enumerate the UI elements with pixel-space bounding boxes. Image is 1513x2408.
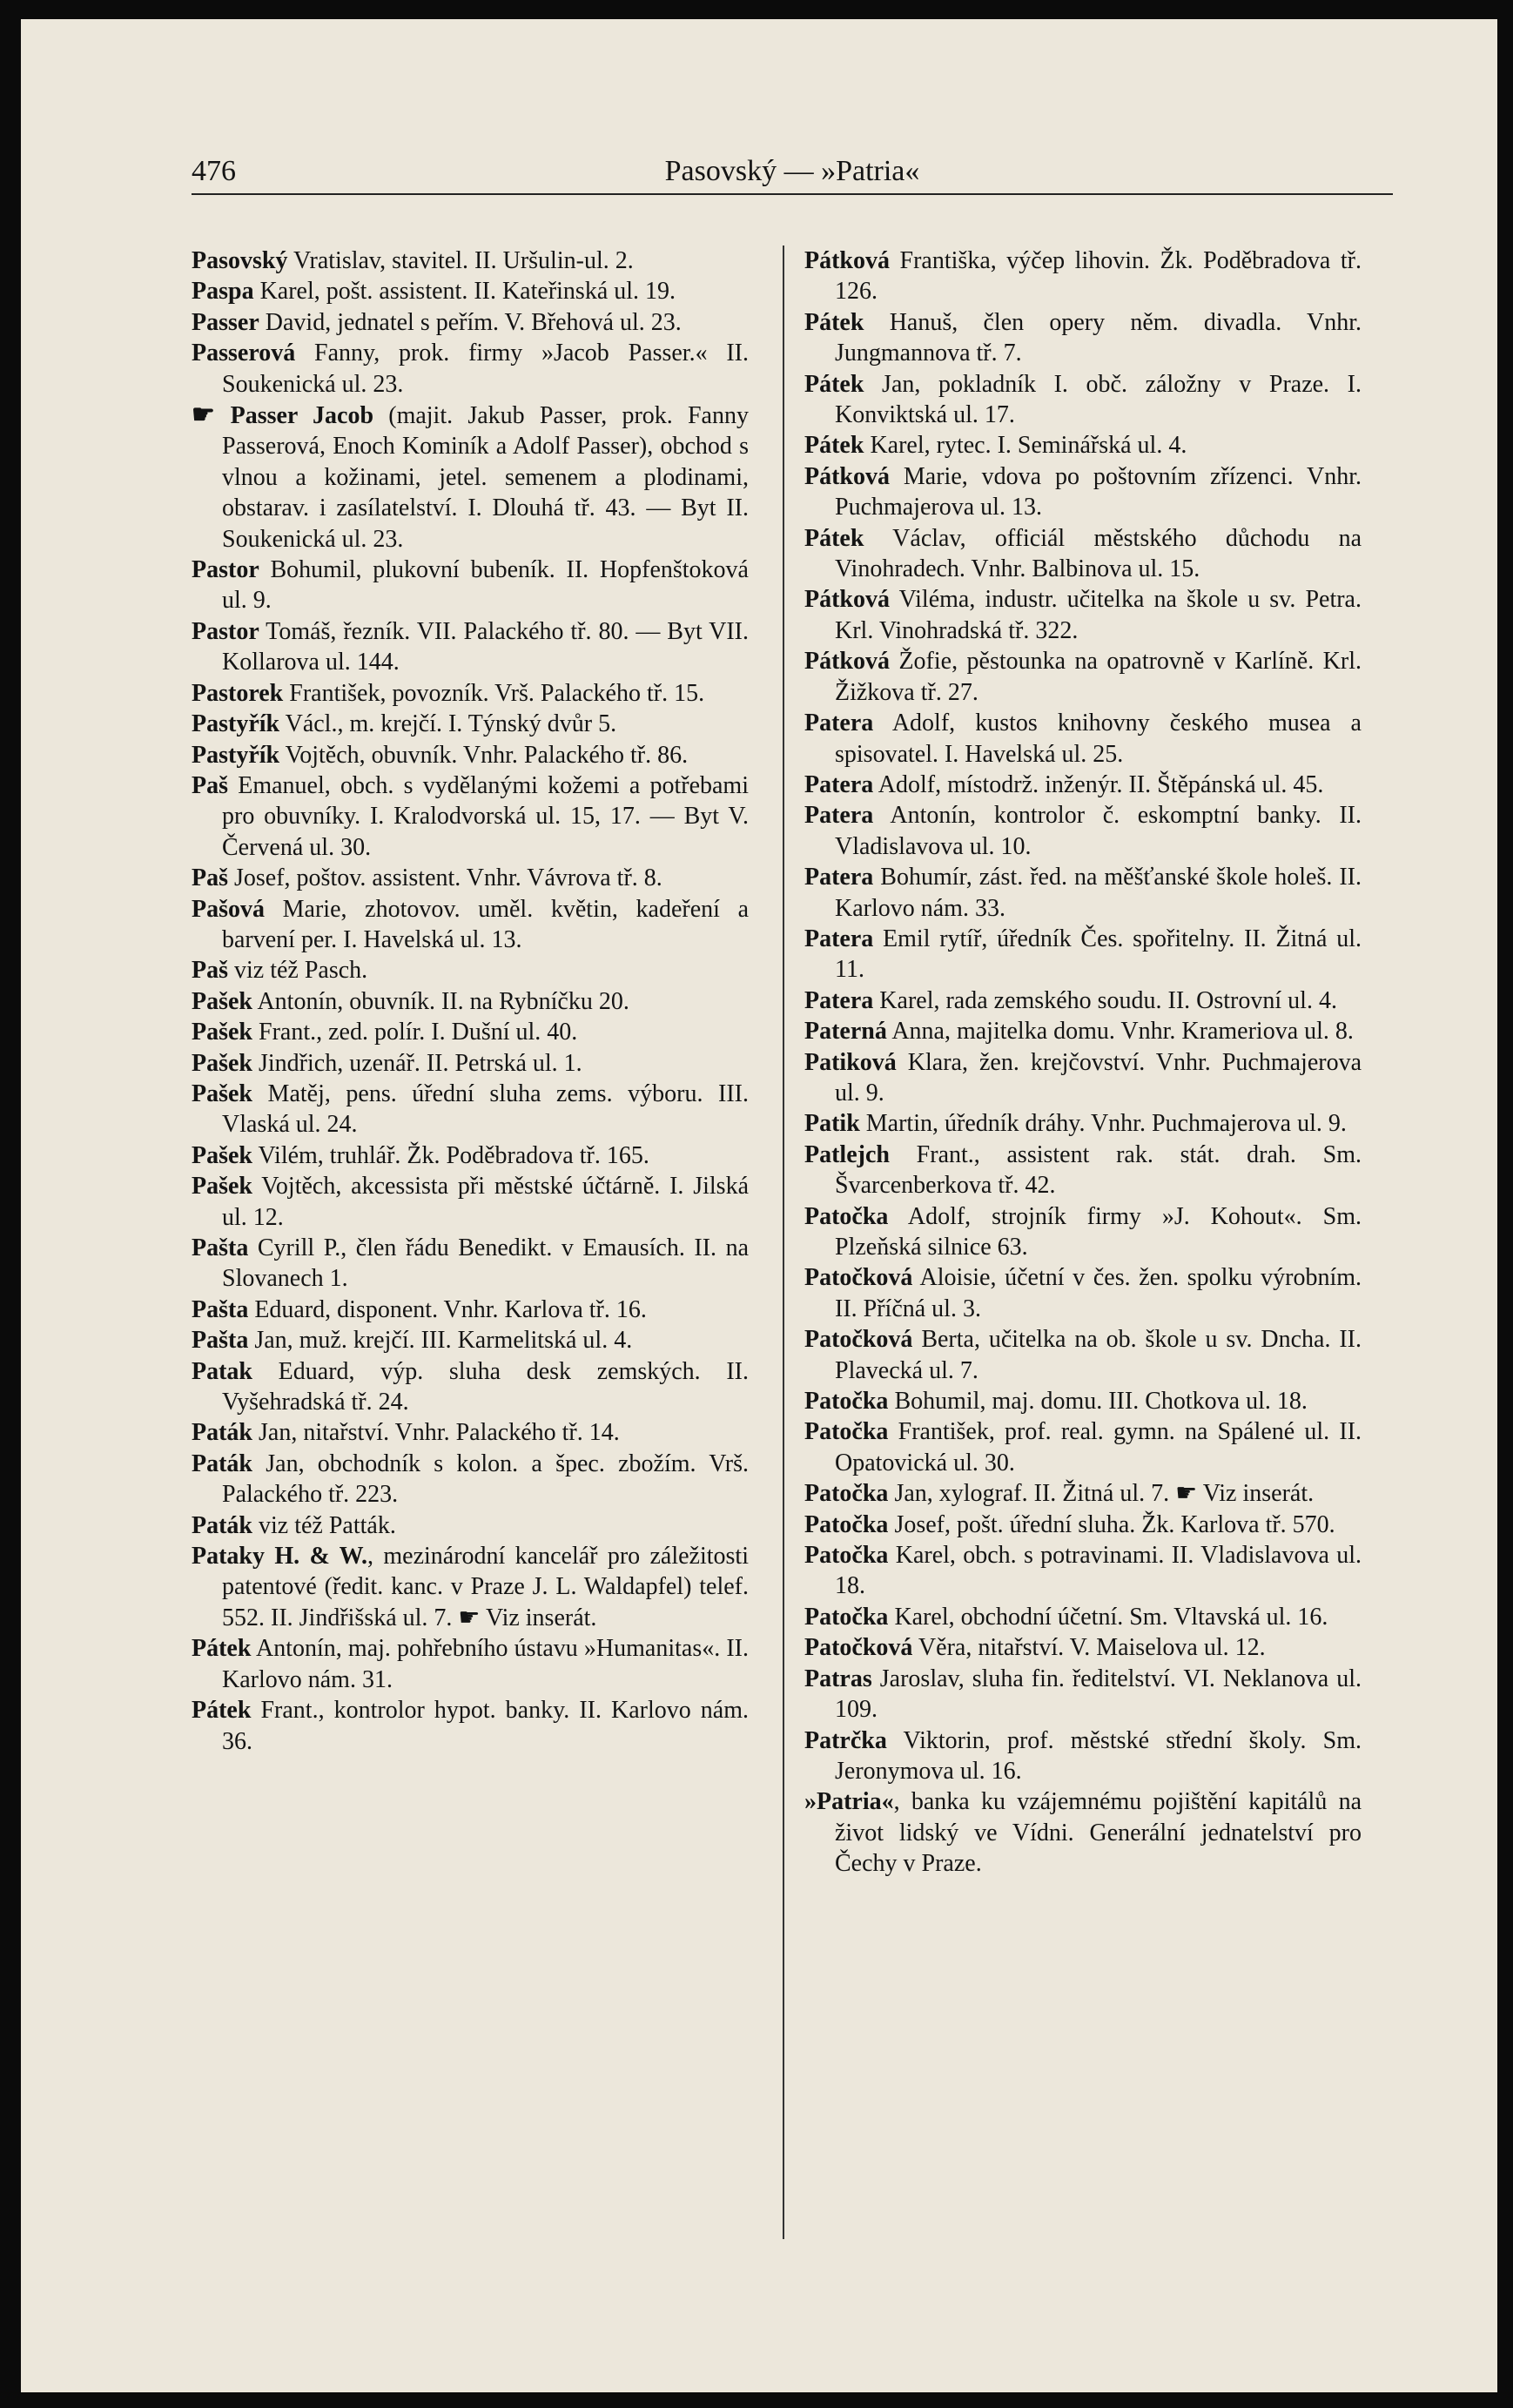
entry-name: Patlejch <box>804 1140 890 1168</box>
directory-entry <box>192 740 749 770</box>
directory-entry <box>804 1047 1362 1109</box>
entry-details: Adolf, strojník firmy »J. Kohout«. Sm. Plzeňská silnice 63. <box>835 1202 1362 1261</box>
directory-entry <box>192 1017 749 1047</box>
entry-name: Patera <box>804 770 874 798</box>
directory-entry <box>192 616 749 678</box>
entry-details: Eduard, disponent. Vnhr. Karlova tř. 16. <box>248 1295 647 1323</box>
entry-details: Karel, pošt. assistent. II. Kateřinská ul. 19. <box>253 278 676 306</box>
directory-entry <box>804 1510 1362 1540</box>
entry-details: Viktorin, prof. městské střední školy. Sm. Jeronymova ul. 16. <box>835 1726 1362 1785</box>
entry-name: Pašek <box>192 1049 252 1077</box>
left-column <box>192 246 749 1757</box>
entry-details: Věra, nitařství. V. Maiselova ul. 12. <box>912 1634 1266 1662</box>
directory-entry <box>804 770 1362 800</box>
directory-entry <box>804 1324 1362 1386</box>
entry-details: Josef, poštov. assistent. Vnhr. Vávrova tř. 8. <box>228 864 662 892</box>
entry-details: Jan, obchodník s kolon. a špec. zbožím. Vrš. Palackého tř. 223. <box>222 1450 749 1509</box>
entry-name: Pataky H. & W. <box>192 1543 368 1571</box>
directory-entry <box>192 276 749 306</box>
entry-details: , mezinárodní kancelář pro záležitosti patentové (ředit. kanc. v Praze J. L. Waldapfel) telef. 552. II. Jindřišská ul. 7. ☛ Viz inserát. <box>222 1543 749 1631</box>
entry-details: Jan, nitařství. Vnhr. Palackého tř. 14. <box>252 1419 620 1447</box>
directory-entry <box>804 430 1362 461</box>
directory-entry <box>804 369 1362 431</box>
entry-name: Patočka <box>804 1603 889 1631</box>
entry-name: Pátková <box>804 247 890 274</box>
entry-details: Emanuel, obch. s vydělanými kožemi a potřebami pro obuvníky. I. Kralodvorská ul. 15, 17. — Byt V. Červená ul. 30. <box>222 771 749 861</box>
directory-entry <box>192 863 749 893</box>
directory-entry <box>192 709 749 739</box>
entry-details: Jan, muž. krejčí. III. Karmelitská ul. 4. <box>248 1327 633 1355</box>
entry-details: Berta, učitelka na ob. škole u sv. Dncha. II. Plavecká ul. 7. <box>835 1326 1362 1384</box>
entry-name: Patera <box>804 864 874 891</box>
entry-name: Patočka <box>804 1542 889 1570</box>
directory-entry <box>804 584 1362 646</box>
entry-name: Pašek <box>192 1173 252 1201</box>
entry-name: Paterná <box>804 1018 887 1046</box>
directory-entry <box>804 1016 1362 1046</box>
entry-details: Emil rytíř, úředník Čes. spořitelny. II. Žitná ul. 11. <box>835 925 1362 984</box>
right-column <box>804 246 1362 1880</box>
entry-details: viz též Patták. <box>252 1511 396 1539</box>
entry-name: Pátková <box>804 586 890 614</box>
entry-name: Pátek <box>804 524 864 552</box>
directory-entry <box>804 985 1362 1016</box>
entry-name: Patočka <box>804 1510 889 1538</box>
entry-details: Klara, žen. krejčovství. Vnhr. Puchmajerova ul. 9. <box>835 1048 1362 1106</box>
entry-name: Pašta <box>192 1327 249 1355</box>
directory-entry <box>192 338 749 400</box>
entry-name: Pašta <box>192 1295 249 1323</box>
entry-name: Passer <box>192 308 259 336</box>
directory-entry <box>192 1356 749 1418</box>
entry-details: Antonín, obuvník. II. na Rybníčku 20. <box>252 987 629 1015</box>
entry-name: Passer Jacob <box>230 402 374 430</box>
entry-details: Cyrill P., člen řádu Benedikt. v Emausích. II. na Slovanech 1. <box>222 1234 749 1293</box>
directory-entry <box>192 955 749 985</box>
directory-entry <box>192 555 749 616</box>
directory-entry <box>192 1325 749 1355</box>
directory-entry <box>192 1171 749 1233</box>
directory-entry <box>804 307 1362 369</box>
directory-entry <box>192 246 749 276</box>
entry-name: Patera <box>804 925 874 952</box>
entry-name: Pátek <box>804 370 864 398</box>
entry-name: Pátek <box>192 1697 252 1725</box>
entry-details: Marie, zhotovov. uměl. květin, kadeření a barvení per. I. Havelská ul. 13. <box>222 895 749 953</box>
entry-name: Patrčka <box>804 1726 887 1754</box>
entry-name: Patera <box>804 986 874 1014</box>
entry-details: Vratislav, stavitel. II. Uršulin-ul. 2. <box>287 247 634 274</box>
directory-entry <box>804 1201 1362 1263</box>
entry-name: Paspa <box>192 278 254 306</box>
entry-details: František, prof. real. gymn. na Spálené ul. II. Opatovická ul. 30. <box>835 1418 1362 1476</box>
column-divider <box>783 246 784 2239</box>
entry-details: Antonín, kontrolor č. eskomptní banky. II. Vladislavova ul. 10. <box>835 802 1362 860</box>
directory-entry <box>804 800 1362 862</box>
directory-entry <box>192 1510 749 1541</box>
running-head: Pasovský — »Patria« <box>664 155 920 187</box>
directory-entry <box>804 1786 1362 1879</box>
entry-details: Eduard, výp. sluha desk zemských. II. Vyšehradská tř. 24. <box>222 1357 749 1416</box>
entry-name: Paták <box>192 1450 252 1477</box>
entry-details: Anna, majitelka domu. Vnhr. Krameriova ul. 8. <box>886 1018 1354 1046</box>
entry-details: Tomáš, řezník. VII. Palackého tř. 80. — Byt VII. Kollarova ul. 144. <box>222 617 749 676</box>
page-number: 476 <box>192 155 236 187</box>
directory-entry <box>192 1695 749 1757</box>
entry-name: Pasovský <box>192 247 288 274</box>
entry-name: Patočka <box>804 1202 889 1230</box>
entry-name: Patras <box>804 1665 872 1692</box>
entry-details: Karel, rytec. I. Seminářská ul. 4. <box>864 432 1187 460</box>
entry-name: Pátek <box>192 1635 252 1663</box>
entry-name: Patak <box>192 1357 252 1385</box>
directory-entry <box>804 1386 1362 1416</box>
entry-name: Pastyřík <box>192 741 280 769</box>
entry-name: Pašta <box>192 1234 249 1261</box>
entry-name: Pastyřík <box>192 710 280 738</box>
entry-details: Vojtěch, akcessista při městské účtárně. I. Jilská ul. 12. <box>222 1173 749 1231</box>
directory-entry <box>804 1108 1362 1139</box>
entry-details: Frant., assistent rak. stát. drah. Sm. Švarcenberkova tř. 42. <box>835 1140 1362 1200</box>
directory-entry <box>804 924 1362 985</box>
entry-name: Pastorek <box>192 679 284 707</box>
entry-details: František, povozník. Vrš. Palackého tř. 15. <box>283 679 705 707</box>
directory-entry <box>192 1417 749 1448</box>
entry-name: Pátková <box>804 648 890 676</box>
entry-name: Pastor <box>192 556 259 584</box>
entry-details: Václav, officiál městského důchodu na Vinohradech. Vnhr. Balbinova ul. 15. <box>835 524 1362 583</box>
directory-entry <box>192 400 749 555</box>
entry-details: Karel, obchodní účetní. Sm. Vltavská ul. 16. <box>888 1603 1328 1631</box>
entry-name: Passerová <box>192 340 296 367</box>
entry-details: Hanuš, člen opery něm. divadla. Vnhr. Jungmannova tř. 7. <box>835 308 1362 367</box>
entry-name: Patočka <box>804 1480 889 1508</box>
entry-details: Martin, úředník dráhy. Vnhr. Puchmajerova ul. 9. <box>859 1110 1347 1138</box>
directory-entry <box>804 1262 1362 1324</box>
directory-page <box>21 19 1497 2392</box>
directory-entry <box>804 1478 1362 1509</box>
directory-entry <box>804 708 1362 770</box>
page-header <box>192 150 1393 193</box>
directory-entry <box>804 1416 1362 1478</box>
entry-details: Antonín, maj. pohřebního ústavu »Humanitas«. II. Karlovo nám. 31. <box>222 1635 749 1693</box>
entry-name: Pátek <box>804 308 864 336</box>
entry-details: Vojtěch, obuvník. Vnhr. Palackého tř. 86. <box>279 741 689 769</box>
entry-name: Paták <box>192 1419 252 1447</box>
directory-entry <box>192 1541 749 1633</box>
directory-entry <box>192 307 749 338</box>
entry-details: (majit. Jakub Passer, prok. Fanny Passerová, Enoch Kominík a Adolf Passer), obchod s vlnou a kožinami, jetel. semenem a plodinami, obstarav. i zasílatelství. I. Dlouhá tř. 43. — Byt II. Soukenická ul. 23. <box>222 402 749 553</box>
entry-name: Pašek <box>192 1080 252 1107</box>
entry-details: Adolf, místodrž. inženýr. II. Štěpánská ul. 45. <box>873 770 1324 798</box>
entry-details: Jaroslav, sluha fin. ředitelství. VI. Neklanova ul. 109. <box>835 1665 1362 1724</box>
entry-name: Patiková <box>804 1048 897 1076</box>
directory-entry <box>804 1140 1362 1201</box>
entry-details: Frant., zed. polír. I. Dušní ul. 40. <box>252 1019 578 1046</box>
entry-details: Jan, xylograf. II. Žitná ul. 7. ☛ Viz inserát. <box>888 1480 1315 1508</box>
directory-entry <box>192 986 749 1017</box>
entry-name: Patočka <box>804 1418 889 1446</box>
directory-entry <box>804 461 1362 523</box>
entry-details: Frant., kontrolor hypot. banky. II. Karlovo nám. 36. <box>222 1697 749 1755</box>
entry-details: Bohumil, maj. domu. III. Chotkova ul. 18. <box>888 1388 1308 1416</box>
directory-entry <box>192 1633 749 1695</box>
entry-details: Žofie, pěstounka na opatrovně v Karlíně. Krl. Žižkova tř. 27. <box>835 648 1362 706</box>
entry-details: Aloisie, účetní v čes. žen. spolku výrobním. II. Příčná ul. 3. <box>835 1264 1362 1322</box>
directory-entry <box>804 1540 1362 1602</box>
pointing-hand-icon: ☛ <box>192 400 231 430</box>
entry-name: »Patria« <box>804 1788 894 1816</box>
entry-name: Pátek <box>804 432 864 460</box>
entry-name: Pátková <box>804 462 890 490</box>
entry-name: Pastor <box>192 617 259 645</box>
entry-name: Paš <box>192 957 228 985</box>
entry-name: Patočková <box>804 1634 913 1662</box>
entry-details: Viléma, industr. učitelka na škole u sv. Petra. Krl. Vinohradská tř. 322. <box>835 586 1362 644</box>
entry-details: Josef, pošt. úřední sluha. Žk. Karlova tř. 570. <box>888 1510 1335 1538</box>
directory-entry <box>192 1449 749 1510</box>
entry-name: Pašová <box>192 895 265 923</box>
entry-details: Karel, obch. s potravinami. II. Vladislavova ul. 18. <box>835 1542 1362 1600</box>
entry-name: Patera <box>804 710 874 737</box>
entry-details: David, jednatel s peřím. V. Břehová ul. 23. <box>259 308 682 336</box>
directory-entry <box>804 1664 1362 1725</box>
entry-name: Pašek <box>192 1019 252 1046</box>
directory-entry <box>804 1632 1362 1663</box>
entry-name: Paták <box>192 1511 252 1539</box>
directory-entry <box>192 894 749 956</box>
directory-entry <box>192 1295 749 1325</box>
entry-name: Paš <box>192 771 228 799</box>
directory-entry <box>192 770 749 863</box>
directory-entry <box>192 1140 749 1171</box>
directory-entry <box>192 678 749 709</box>
header-rule <box>192 193 1393 195</box>
entry-details: Karel, rada zemského soudu. II. Ostrovní ul. 4. <box>873 986 1337 1014</box>
entry-details: Jindřich, uzenář. II. Petrská ul. 1. <box>252 1049 582 1077</box>
entry-name: Patera <box>804 802 874 830</box>
directory-entry <box>192 1048 749 1079</box>
directory-entry <box>192 1233 749 1295</box>
entry-details: Bohumil, plukovní bubeník. II. Hopfenštoková ul. 9. <box>222 556 749 615</box>
entry-details: , banka ku vzájemnému pojištění kapitálů na život lidský ve Vídni. Generální jednatelství pro Čechy v Praze. <box>835 1788 1362 1878</box>
directory-entry <box>804 862 1362 924</box>
entry-details: Matěj, pens. úřední sluha zems. výboru. III. Vlaská ul. 24. <box>222 1080 749 1139</box>
entry-details: Bohumír, zást. řed. na měšťanské škole holeš. II. Karlovo nám. 33. <box>835 864 1362 922</box>
entry-name: Patočková <box>804 1326 913 1354</box>
directory-entry <box>804 646 1362 708</box>
entry-details: Václ., m. krejčí. I. Týnský dvůr 5. <box>279 710 617 738</box>
entry-details: Vilém, truhlář. Žk. Poděbradova tř. 165. <box>252 1141 649 1169</box>
entry-details: Marie, vdova po poštovním zřízenci. Vnhr. Puchmajerova ul. 13. <box>835 462 1362 521</box>
entry-name: Pašek <box>192 1141 252 1169</box>
directory-entry <box>804 246 1362 307</box>
entry-name: Pašek <box>192 987 252 1015</box>
entry-details: Jan, pokladník I. obč. záložny v Praze. I. Konviktská ul. 17. <box>835 370 1362 429</box>
directory-entry <box>192 1079 749 1140</box>
entry-details: Adolf, kustos knihovny českého musea a spisovatel. I. Havelská ul. 25. <box>835 710 1362 768</box>
directory-entry <box>804 523 1362 585</box>
directory-entry <box>804 1725 1362 1787</box>
entry-name: Patočková <box>804 1264 913 1292</box>
entry-details: viz též Pasch. <box>228 957 368 985</box>
entry-details: Františka, výčep lihovin. Žk. Poděbradova tř. 126. <box>835 247 1362 306</box>
entry-details: Fanny, prok. firmy »Jacob Passer.« II. Soukenická ul. 23. <box>222 340 749 398</box>
entry-name: Paš <box>192 864 228 892</box>
entry-name: Patik <box>804 1110 860 1138</box>
directory-entry <box>804 1602 1362 1632</box>
entry-name: Patočka <box>804 1388 889 1416</box>
